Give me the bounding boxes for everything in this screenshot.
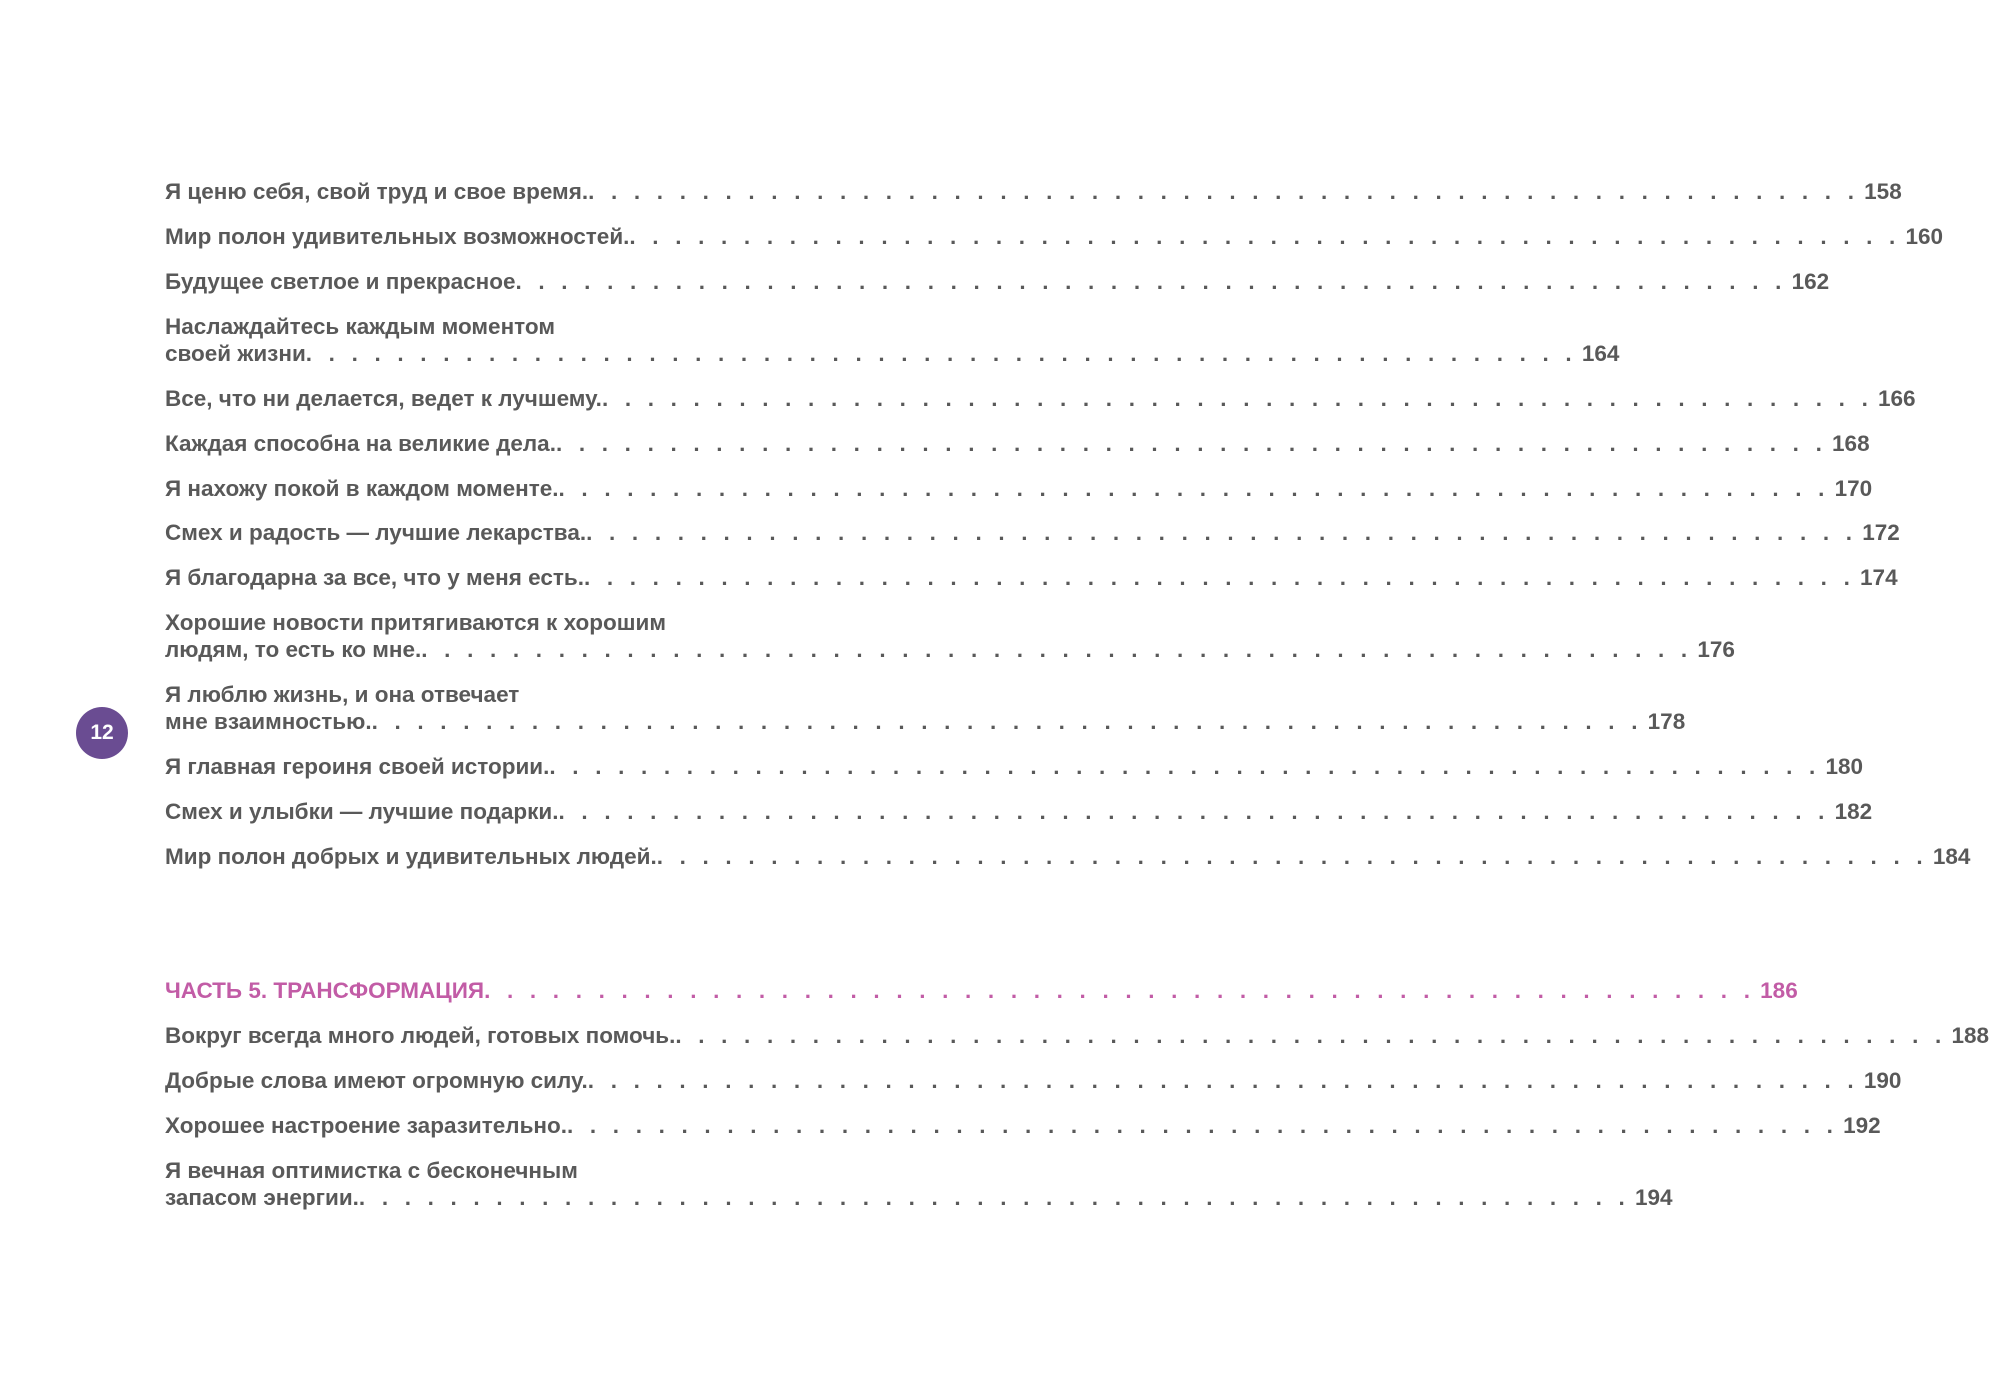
toc-dot-leader: . . . . . . . . . . . . . . . . . . . . . . . . . . . . . . . . . . . . . . . . . . . . . . . . . . . . . . . . [586, 520, 1858, 545]
toc-entry-page: 164 [1581, 341, 1620, 366]
toc-entry-title: Я ценю себя, свой труд и свое время. [165, 179, 589, 204]
toc-entry-title: Вокруг всегда много людей, готовых помочь. [165, 1023, 676, 1048]
toc-entry-title-continued: людям, то есть ко мне. [165, 637, 422, 662]
toc-entry-title: Хорошее настроение заразительно. [165, 1113, 567, 1138]
section-page: 186 [1760, 978, 1798, 1003]
toc-dot-leader: . . . . . . . . . . . . . . . . . . . . . . . . . . . . . . . . . . . . . . . . . . . . . . . . . . . . . . . . [555, 431, 1828, 456]
toc-entry-page: 194 [1635, 1185, 1673, 1210]
toc-dot-leader: . . . . . . . . . . . . . . . . . . . . . . . . . . . . . . . . . . . . . . . . . . . . . . . . . . . . . . . . [587, 1068, 1859, 1093]
toc-entry[interactable] [165, 430, 1870, 457]
toc-entry-title: Смех и улыбки — лучшие подарки. [165, 799, 559, 824]
toc-entry-title: Я нахожу покой в каждом моменте. [165, 476, 559, 501]
toc-entry-page: 160 [1905, 224, 1944, 249]
toc-entry-page: 166 [1878, 386, 1916, 411]
toc-entry[interactable] [165, 798, 1873, 825]
toc-dot-leader: . . . . . . . . . . . . . . . . . . . . . . . . . . . . . . . . . . . . . . . . . . . . . . . . . . . . . . . . [567, 1113, 1839, 1138]
toc-entry-page: 184 [1932, 844, 1971, 869]
toc-entry-page: 174 [1860, 565, 1898, 590]
toc-entry-page: 190 [1863, 1068, 1902, 1093]
toc-dot-leader: . . . . . . . . . . . . . . . . . . . . . . . . . . . . . . . . . . . . . . . . . . . . . . . . . . . . . . . . [371, 709, 1643, 734]
toc-entry-page: 176 [1697, 637, 1735, 662]
toc-dot-leader: . . . . . . . . . . . . . . . . . . . . . . . . . . . . . . . . . . . . . . . . . . . . . . . . . . . . . . . . [484, 978, 1756, 1003]
toc-entry-title: Я люблю жизнь, и она отвечает [165, 682, 520, 707]
toc-entry[interactable] [165, 268, 1830, 295]
toc-entry-title: Я благодарна за все, что у меня есть. [165, 565, 584, 590]
toc-entry[interactable] [165, 564, 1898, 591]
toc-entry-page: 188 [1951, 1023, 1989, 1048]
toc-dot-leader: . . . . . . . . . . . . . . . . . . . . . . . . . . . . . . . . . . . . . . . . . . . . . . . . . . . . . . . . [656, 844, 1928, 869]
toc-dot-leader: . . . . . . . . . . . . . . . . . . . . . . . . . . . . . . . . . . . . . . . . . . . . . . . . . . . . . . . . [583, 565, 1856, 590]
toc-entry[interactable] [165, 753, 1864, 780]
toc-dot-leader: . . . . . . . . . . . . . . . . . . . . . . . . . . . . . . . . . . . . . . . . . . . . . . . . . . . . . . . . [305, 341, 1577, 366]
toc-entry-title: Мир полон удивительных возможностей. [165, 224, 630, 249]
toc-entry-title: Я вечная оптимистка с бесконечным [165, 1158, 578, 1183]
toc-entry[interactable] [165, 223, 1944, 250]
toc-entry[interactable] [165, 681, 1686, 735]
toc-dot-leader: . . . . . . . . . . . . . . . . . . . . . . . . . . . . . . . . . . . . . . . . . . . . . . . . . . . . . . . . [588, 179, 1860, 204]
toc-entry[interactable] [165, 475, 1873, 502]
toc-entry-title: Все, что ни делается, ведет к лучшему. [165, 386, 602, 411]
toc-entry[interactable] [165, 385, 1916, 412]
toc-dot-leader: . . . . . . . . . . . . . . . . . . . . . . . . . . . . . . . . . . . . . . . . . . . . . . . . . . . . . . . . [601, 386, 1874, 411]
section-title: ЧАСТЬ 5. ТРАНСФОРМАЦИЯ [165, 978, 485, 1003]
toc-entry[interactable] [165, 1022, 1989, 1049]
toc-entry[interactable] [165, 843, 1971, 870]
toc-entry[interactable] [165, 178, 1902, 205]
toc-dot-leader: . . . . . . . . . . . . . . . . . . . . . . . . . . . . . . . . . . . . . . . . . . . . . . . . . . . . . . . . [421, 637, 1693, 662]
toc-entry-page: 168 [1832, 431, 1870, 456]
toc-entry[interactable] [165, 1067, 1902, 1094]
toc-entry-page: 170 [1834, 476, 1873, 501]
toc-entry-title: Добрые слова имеют огромную силу. [165, 1068, 588, 1093]
toc-entry-title: Будущее светлое и прекрасное [165, 269, 516, 294]
toc-entry[interactable] [165, 609, 1735, 663]
toc-entry-title: Мир полон добрых и удивительных людей. [165, 844, 657, 869]
toc-entry[interactable] [165, 1157, 1673, 1211]
toc-entry-title-continued: своей жизни [165, 341, 306, 366]
toc-entry-page: 172 [1862, 520, 1900, 545]
toc-entry-title: Смех и радость — лучшие лекарства. [165, 520, 587, 545]
toc-entry-title-continued: мне взаимностью. [165, 709, 372, 734]
toc-entry-page: 182 [1834, 799, 1873, 824]
toc-entry-title-continued: запасом энергии. [165, 1185, 359, 1210]
toc-dot-leader: . . . . . . . . . . . . . . . . . . . . . . . . . . . . . . . . . . . . . . . . . . . . . . . . . . . . . . . . [558, 476, 1830, 501]
toc-entry-page: 180 [1825, 754, 1864, 779]
toc-dot-leader: . . . . . . . . . . . . . . . . . . . . . . . . . . . . . . . . . . . . . . . . . . . . . . . . . . . . . . . . [558, 799, 1830, 824]
toc-entry-page: 158 [1864, 179, 1902, 204]
toc-entry[interactable] [165, 519, 1900, 546]
toc-dot-leader: . . . . . . . . . . . . . . . . . . . . . . . . . . . . . . . . . . . . . . . . . . . . . . . . . . . . . . . . [549, 754, 1821, 779]
toc-entry[interactable] [165, 313, 1620, 367]
toc-entry-page: 162 [1791, 269, 1830, 294]
toc-entry[interactable] [165, 1112, 1881, 1139]
toc-entry-title: Каждая способна на великие дела. [165, 431, 556, 456]
toc-entry-page: 178 [1647, 709, 1686, 734]
toc-entry-title: Я главная героиня своей истории. [165, 754, 550, 779]
toc-dot-leader: . . . . . . . . . . . . . . . . . . . . . . . . . . . . . . . . . . . . . . . . . . . . . . . . . . . . . . . . [358, 1185, 1631, 1210]
toc-dot-leader: . . . . . . . . . . . . . . . . . . . . . . . . . . . . . . . . . . . . . . . . . . . . . . . . . . . . . . . . [515, 269, 1787, 294]
toc-dot-leader: . . . . . . . . . . . . . . . . . . . . . . . . . . . . . . . . . . . . . . . . . . . . . . . . . . . . . . . . [675, 1023, 1947, 1048]
toc-entry-title: Хорошие новости притягиваются к хорошим [165, 610, 666, 635]
toc-dot-leader: . . . . . . . . . . . . . . . . . . . . . . . . . . . . . . . . . . . . . . . . . . . . . . . . . . . . . . . . [629, 224, 1901, 249]
page-number-badge [76, 707, 128, 759]
toc-section-heading[interactable] [165, 977, 1798, 1004]
page-number: 12 [90, 721, 114, 744]
toc-entry-title: Наслаждайтесь каждым моментом [165, 314, 555, 339]
toc-entry-page: 192 [1843, 1113, 1881, 1138]
